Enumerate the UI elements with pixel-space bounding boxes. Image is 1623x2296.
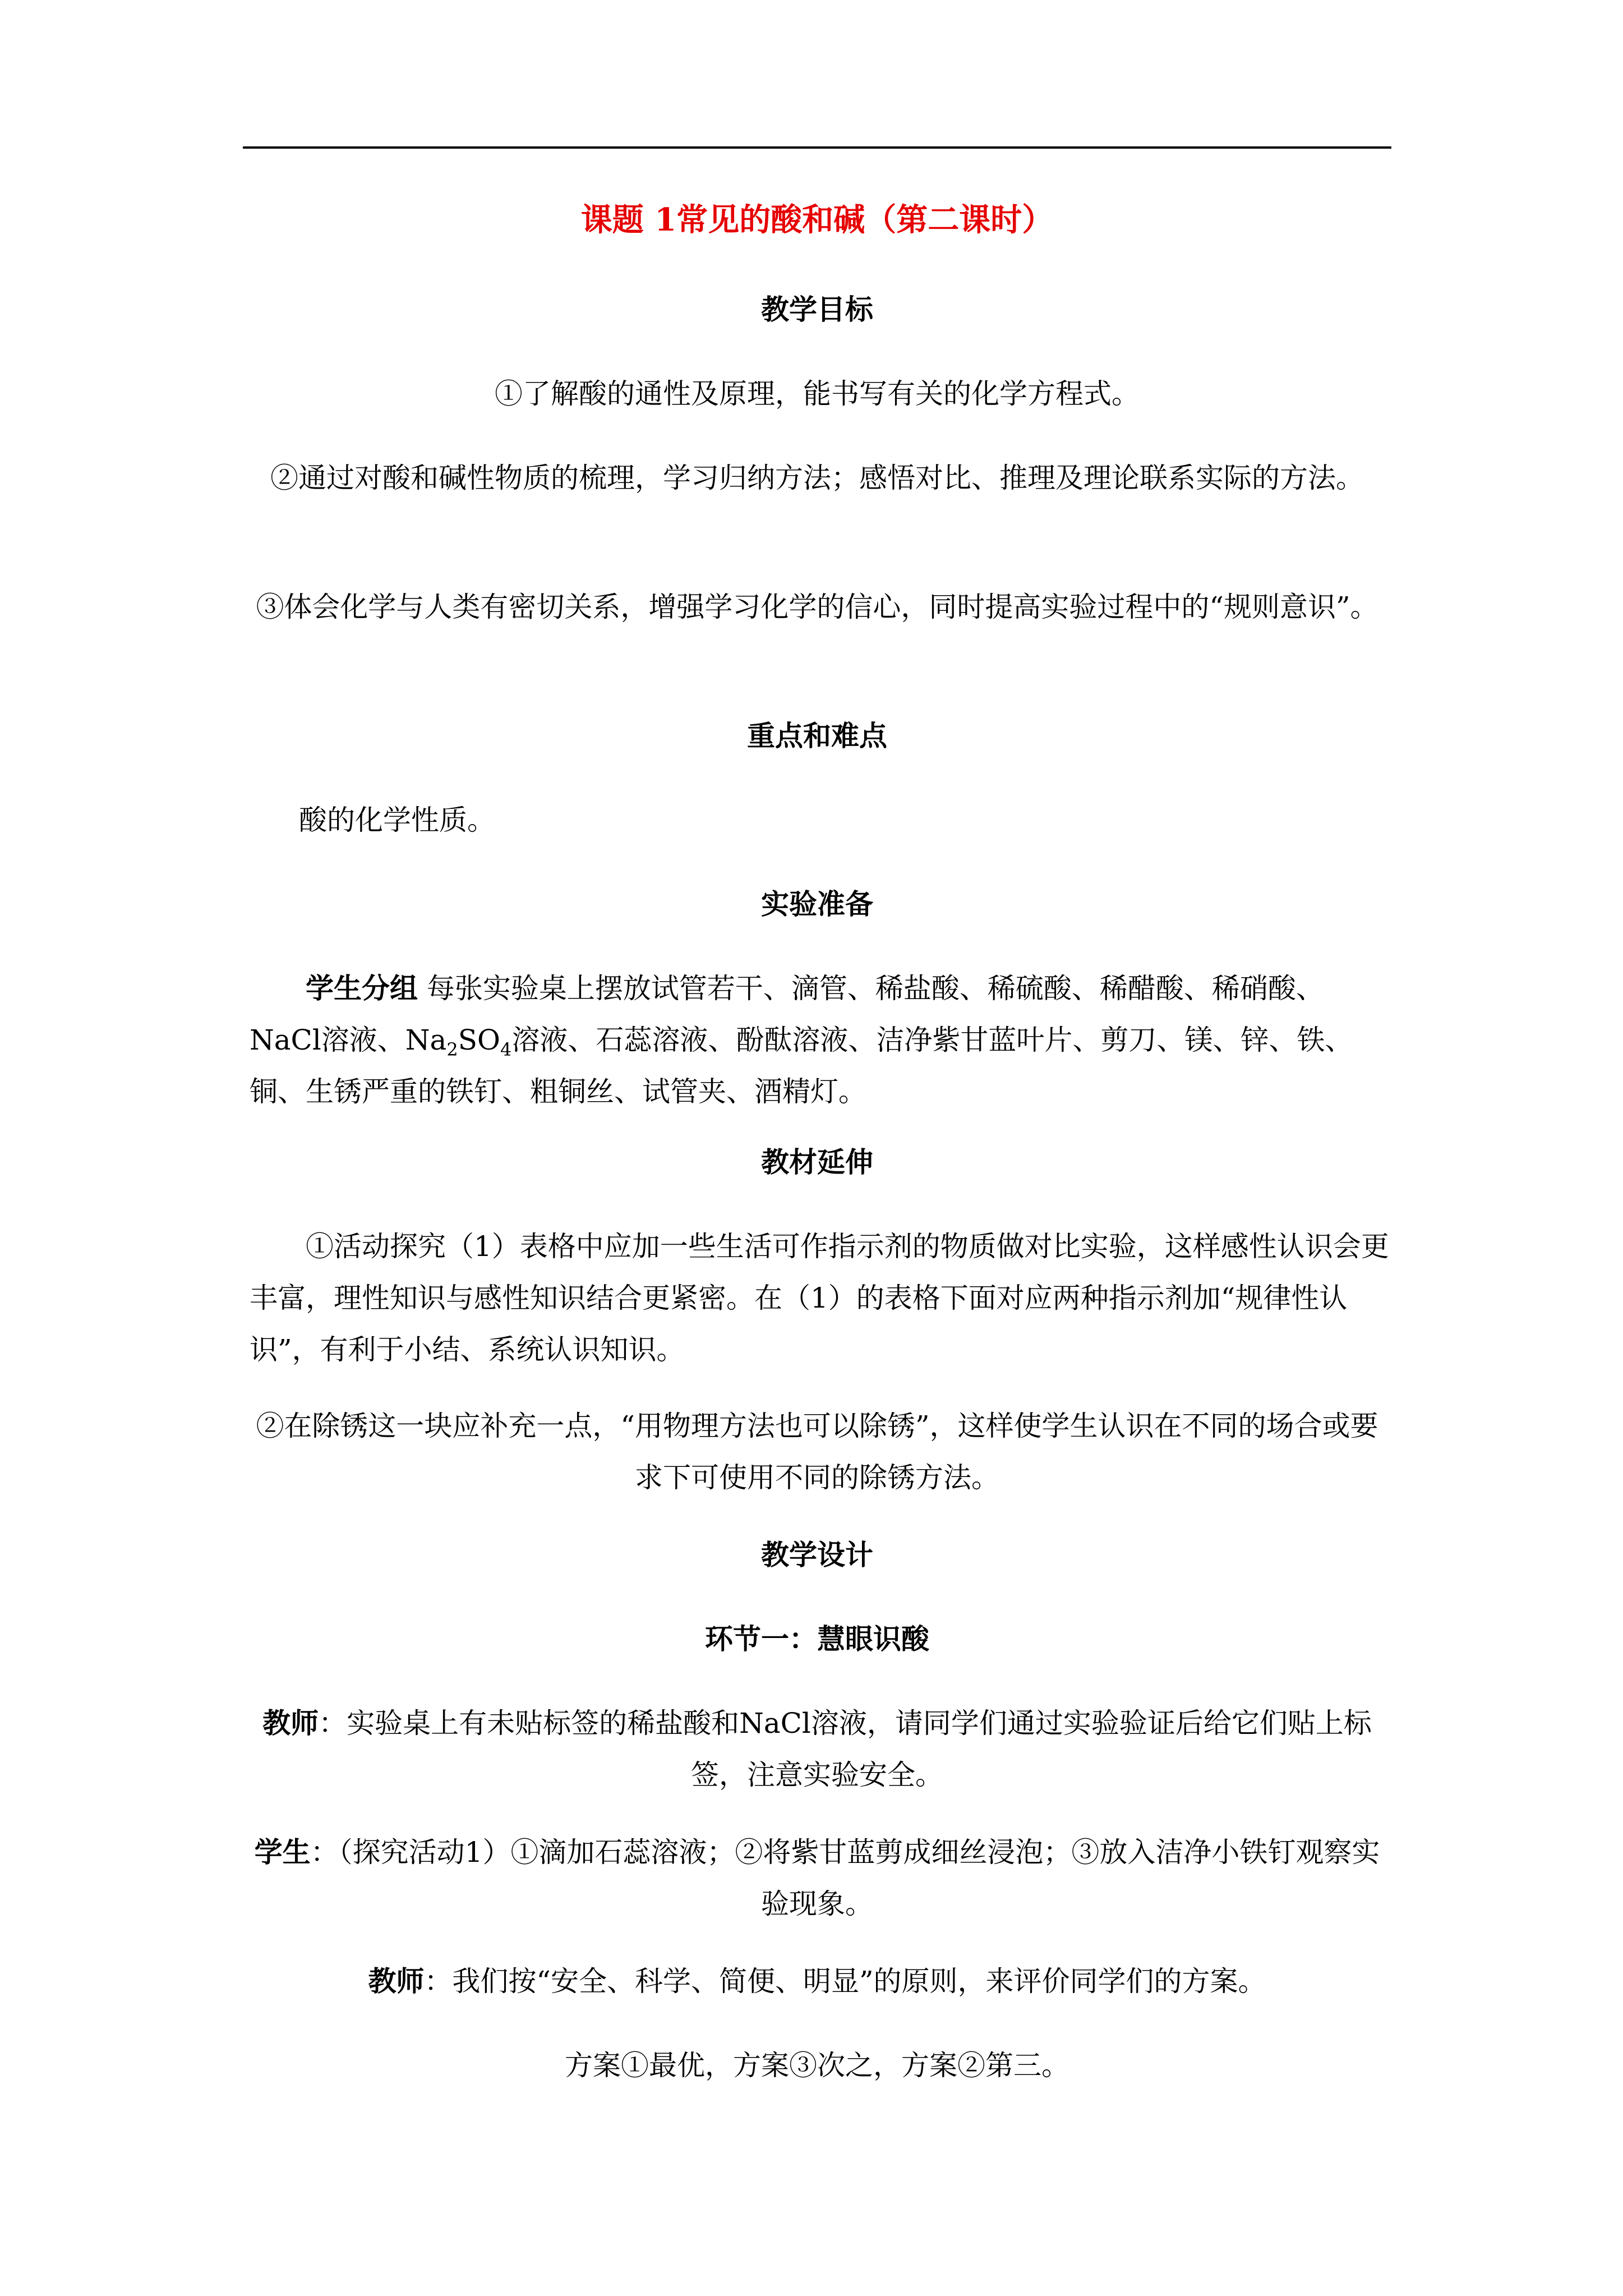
header-rule — [243, 146, 1391, 149]
goal-item-3: ③体会化学与人类有密切关系，增强学习化学的信心，同时提高实验过程中的“规则意识”。 — [256, 591, 1378, 623]
goal-item-1: ①了解酸的通性及原理，能书写有关的化学方程式。 — [495, 378, 1140, 410]
dialogue-teacher-2 — [243, 1955, 1391, 2007]
section-heading-extension: 教材延伸 — [761, 1145, 873, 1179]
dialogue-text: ：我们按“安全、科学、简便、明显”的原则，来评价同学们的方案。 — [424, 1965, 1266, 1998]
design-subheading: 环节一：慧眼识酸 — [705, 1622, 929, 1655]
speaker-label: 教师 — [368, 1964, 425, 1998]
speaker-label: 教师 — [262, 1706, 319, 1740]
key-points-text: 酸的化学性质。 — [299, 804, 495, 836]
section-heading-preparation: 实验准备 — [761, 887, 873, 921]
dialogue-teacher-1 — [243, 1697, 1391, 1801]
section-heading-key-points: 重点和难点 — [747, 719, 887, 752]
dialogue-student-1 — [243, 1826, 1391, 1930]
speaker-label: 学生 — [254, 1835, 311, 1869]
page-title: 课题 1常见的酸和碱（第二课时） — [580, 201, 1054, 238]
section-heading-goals: 教学目标 — [761, 293, 873, 326]
section-heading-design: 教学设计 — [761, 1538, 873, 1571]
preparation-label: 学生分组 — [306, 972, 418, 1005]
preparation-sub-1: 2 — [446, 1039, 458, 1060]
goal-item-2: ②通过对酸和碱性物质的梳理，学习归纳方法；感悟对比、推理及理论联系实际的方法。 — [270, 462, 1364, 494]
dialogue-text: ：实验桌上有未贴标签的稀盐酸和NaCl溶液，请同学们通过实验验证后给它们贴上标签，注意实验安全。 — [319, 1707, 1372, 1791]
preparation-text-2: SO — [458, 1024, 500, 1056]
preparation-text-1: 每张实验桌上摆放试管若干、滴管、稀盐酸、稀硫酸、稀醋酸、稀硝酸、NaCl溶液、Na — [250, 972, 1324, 1056]
preparation-sub-2: 4 — [500, 1039, 512, 1060]
preparation-paragraph — [250, 963, 1391, 1117]
design-conclusion: 方案①最优，方案③次之，方案②第三。 — [565, 2049, 1069, 2082]
preparation-text-3: 溶液、石蕊溶液、酚酞溶液、洁净紫甘蓝叶片、剪刀、镁、锌、铁、铜、生锈严重的铁钉、粗铜丝、试管夹、酒精灯。 — [250, 1024, 1353, 1108]
extension-item-1: ①活动探究（1）表格中应加一些生活可作指示剂的物质做对比实验，这样感性认识会更丰富，理性知识与感性知识结合更紧密。在（1）的表格下面对应两种指示剂加“规律性认识”，有利于小结、系统认识知识。 — [250, 1230, 1389, 1366]
dialogue-text: ：（探究活动1）①滴加石蕊溶液；②将紫甘蓝剪成细丝浸泡；③放入洁净小铁钉观察实验现象。 — [310, 1836, 1380, 1920]
extension-item-2: ②在除锈这一块应补充一点，“用物理方法也可以除锈”，这样使学生认识在不同的场合或要求下可使用不同的除锈方法。 — [256, 1410, 1378, 1494]
